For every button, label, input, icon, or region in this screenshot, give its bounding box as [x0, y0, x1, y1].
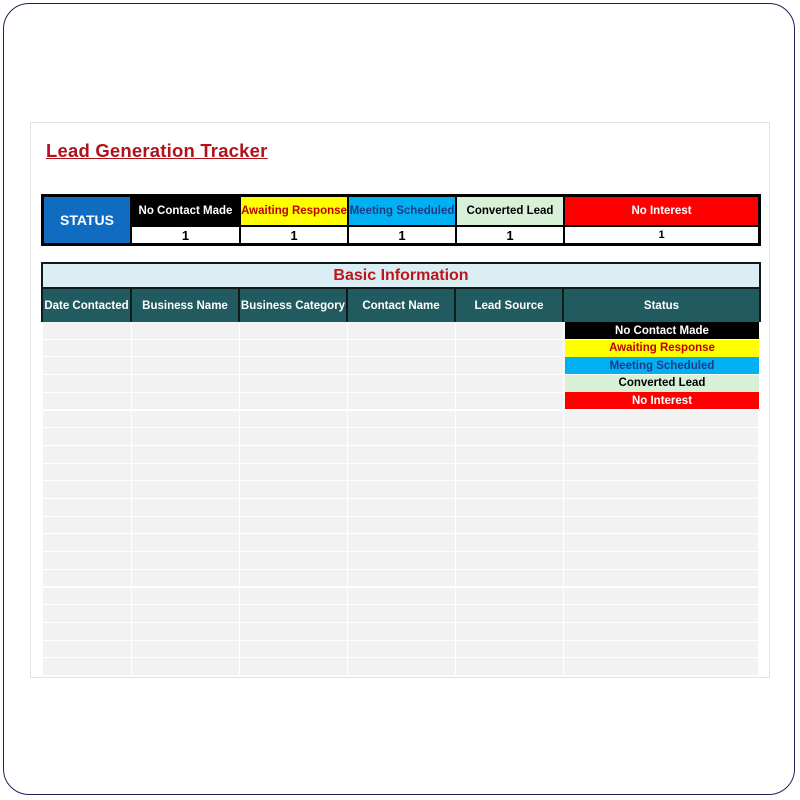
grid-cell[interactable]: [132, 499, 240, 517]
grid-cell[interactable]: [456, 623, 564, 641]
grid-cell[interactable]: [240, 464, 348, 482]
grid-cell[interactable]: [43, 588, 132, 606]
grid-cell[interactable]: [564, 570, 759, 588]
grid-cell[interactable]: [348, 357, 456, 375]
status-chip-meeting: Meeting Scheduled: [349, 197, 455, 225]
grid-cell[interactable]: [240, 393, 348, 411]
grid-cell[interactable]: [132, 340, 240, 358]
grid-cell[interactable]: [348, 428, 456, 446]
legend-no-interest: No Interest: [565, 392, 759, 409]
grid-cell[interactable]: [132, 552, 240, 570]
grid-cell[interactable]: [348, 641, 456, 659]
grid-cell[interactable]: [43, 446, 132, 464]
grid-cell[interactable]: [456, 534, 564, 552]
grid-cell[interactable]: [132, 623, 240, 641]
grid-cell[interactable]: [240, 322, 348, 340]
grid-cell[interactable]: [240, 357, 348, 375]
grid-cell[interactable]: [43, 534, 132, 552]
grid-cell[interactable]: [132, 641, 240, 659]
grid-cell[interactable]: [348, 499, 456, 517]
grid-cell[interactable]: [564, 588, 759, 606]
grid-cell[interactable]: [132, 658, 240, 676]
column-contact-name: Contact Name: [348, 289, 456, 322]
grid-cell[interactable]: [348, 517, 456, 535]
grid-cell[interactable]: [456, 552, 564, 570]
grid-cell[interactable]: [348, 570, 456, 588]
grid-cell[interactable]: [564, 658, 759, 676]
grid-cell[interactable]: [43, 552, 132, 570]
grid-cell[interactable]: [348, 340, 456, 358]
grid-cell[interactable]: [564, 641, 759, 659]
grid-cell[interactable]: [240, 623, 348, 641]
grid-cell[interactable]: [240, 428, 348, 446]
count-no-interest: 1: [565, 227, 758, 243]
grid-cell[interactable]: [43, 517, 132, 535]
grid-cell[interactable]: [43, 393, 132, 411]
page-title: Lead Generation Tracker: [46, 140, 268, 161]
grid-cell[interactable]: [132, 534, 240, 552]
grid-cell[interactable]: [43, 322, 132, 340]
grid-cell[interactable]: [240, 658, 348, 676]
grid-cell[interactable]: [132, 517, 240, 535]
grid-cell[interactable]: [240, 641, 348, 659]
grid-cell[interactable]: [132, 570, 240, 588]
grid-cell[interactable]: [564, 552, 759, 570]
grid-cell[interactable]: [240, 534, 348, 552]
legend-no-contact: No Contact Made: [565, 322, 759, 339]
grid-cell[interactable]: [348, 393, 456, 411]
grid-cell[interactable]: [456, 481, 564, 499]
grid-cell[interactable]: [43, 570, 132, 588]
grid-cell[interactable]: [456, 517, 564, 535]
grid-cell[interactable]: [564, 411, 759, 429]
grid-cell[interactable]: [43, 658, 132, 676]
grid-cell[interactable]: [132, 588, 240, 606]
grid-cell[interactable]: [43, 623, 132, 641]
status-chip-no-contact: No Contact Made: [132, 197, 239, 225]
status-chip-no-interest: No Interest: [565, 197, 758, 225]
grid-cell[interactable]: [240, 375, 348, 393]
status-label: STATUS: [44, 197, 130, 243]
grid-cell[interactable]: [132, 428, 240, 446]
grid-cell[interactable]: [43, 605, 132, 623]
grid-cell[interactable]: [240, 446, 348, 464]
grid-cell[interactable]: [348, 464, 456, 482]
grid-cell[interactable]: [348, 375, 456, 393]
grid-cell[interactable]: [43, 411, 132, 429]
legend-awaiting: Awaiting Response: [565, 340, 759, 357]
grid-cell[interactable]: [43, 641, 132, 659]
grid-cell[interactable]: [43, 499, 132, 517]
column-lead-source: Lead Source: [456, 289, 564, 322]
grid-cell[interactable]: [564, 428, 759, 446]
grid-cell[interactable]: [240, 340, 348, 358]
grid-cell[interactable]: [43, 481, 132, 499]
grid-cell[interactable]: [240, 588, 348, 606]
grid-cell[interactable]: [43, 375, 132, 393]
grid-cell[interactable]: [348, 534, 456, 552]
grid-cell[interactable]: [132, 393, 240, 411]
legend-converted: Converted Lead: [565, 375, 759, 392]
grid-cell[interactable]: [348, 411, 456, 429]
grid-cell[interactable]: [43, 464, 132, 482]
grid-cell[interactable]: [132, 446, 240, 464]
grid-cell[interactable]: [456, 570, 564, 588]
grid-cell[interactable]: [456, 464, 564, 482]
grid-cell[interactable]: [43, 340, 132, 358]
grid-cell[interactable]: [564, 481, 759, 499]
grid-cell[interactable]: [348, 481, 456, 499]
grid-cell[interactable]: [348, 605, 456, 623]
grid-cell[interactable]: [456, 428, 564, 446]
grid-cell[interactable]: [348, 552, 456, 570]
grid-cell[interactable]: [456, 605, 564, 623]
grid-cell[interactable]: [564, 534, 759, 552]
grid-cell[interactable]: [240, 570, 348, 588]
count-converted: 1: [457, 227, 563, 243]
grid-cell[interactable]: [564, 499, 759, 517]
count-awaiting: 1: [241, 227, 347, 243]
grid-cell[interactable]: [348, 588, 456, 606]
grid-cell[interactable]: [132, 411, 240, 429]
grid-cell[interactable]: [240, 517, 348, 535]
grid-cell[interactable]: [564, 605, 759, 623]
grid-cell[interactable]: [456, 411, 564, 429]
grid-cell[interactable]: [456, 357, 564, 375]
grid-cell[interactable]: [456, 641, 564, 659]
count-no-contact: 1: [132, 227, 239, 243]
column-status: Status: [564, 289, 761, 322]
grid-cell[interactable]: [132, 464, 240, 482]
grid-cell[interactable]: [348, 322, 456, 340]
basic-information-header: Basic Information: [41, 262, 761, 289]
grid-cell[interactable]: [456, 588, 564, 606]
grid-cell[interactable]: [348, 658, 456, 676]
legend-meeting: Meeting Scheduled: [565, 357, 759, 374]
grid-cell[interactable]: [564, 446, 759, 464]
grid-cell[interactable]: [456, 375, 564, 393]
grid-cell[interactable]: [132, 481, 240, 499]
grid-cell[interactable]: [456, 322, 564, 340]
column-date-contacted: Date Contacted: [41, 289, 132, 322]
count-meeting: 1: [349, 227, 455, 243]
status-chip-awaiting: Awaiting Response: [241, 197, 347, 225]
grid-cell[interactable]: [132, 375, 240, 393]
grid-cell[interactable]: [456, 446, 564, 464]
grid-cell[interactable]: [240, 481, 348, 499]
grid-cell[interactable]: [240, 605, 348, 623]
grid-cell[interactable]: [456, 658, 564, 676]
grid-cell[interactable]: [456, 393, 564, 411]
grid-cell[interactable]: [456, 499, 564, 517]
grid-cell[interactable]: [564, 623, 759, 641]
status-chip-converted: Converted Lead: [457, 197, 563, 225]
grid-cell[interactable]: [240, 499, 348, 517]
grid-cell[interactable]: [348, 623, 456, 641]
grid-cell[interactable]: [132, 322, 240, 340]
grid-cell[interactable]: [240, 411, 348, 429]
grid-cell[interactable]: [456, 340, 564, 358]
grid-cell[interactable]: [132, 605, 240, 623]
status-summary: [41, 194, 761, 246]
column-business-category: Business Category: [240, 289, 348, 322]
grid-cell[interactable]: [240, 552, 348, 570]
grid-cell[interactable]: [564, 464, 759, 482]
grid-cell[interactable]: [132, 357, 240, 375]
grid-cell[interactable]: [348, 446, 456, 464]
grid-cell[interactable]: [43, 357, 132, 375]
grid-cell[interactable]: [564, 517, 759, 535]
column-business-name: Business Name: [132, 289, 240, 322]
grid-cell[interactable]: [43, 428, 132, 446]
